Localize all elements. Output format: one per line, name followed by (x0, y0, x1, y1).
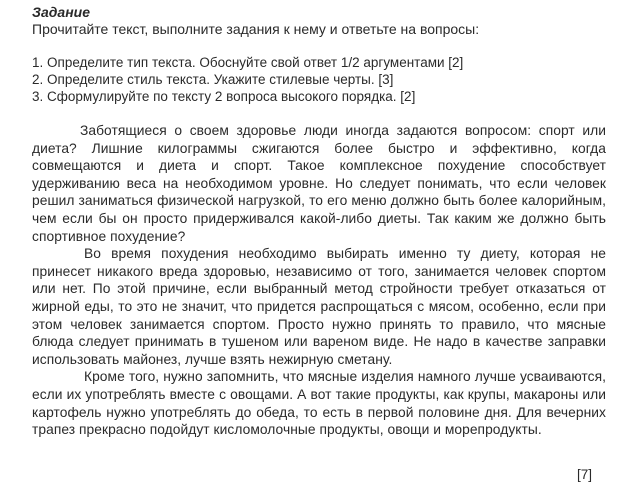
task-item-3: 3. Сформулируйте по тексту 2 вопроса высокого порядка. [2] (32, 89, 416, 104)
reading-passage (32, 122, 606, 439)
task-item-1: 1. Определите тип текста. Обоснуйте свой ответ 1/2 аргументами [2] (32, 55, 464, 70)
total-score: [7] (576, 467, 592, 482)
assignment-heading: Задание (32, 4, 91, 20)
task-item-2: 2. Определите стиль текста. Укажите стилевые черты. [3] (32, 72, 394, 87)
passage-paragraph-1: Заботящиеся о своем здоровье люди иногда задаются вопросом: спорт или диета? Лишние килограммы сжигаются более быстро и эффективно, когда совмещаются и диета и спорт. Такое комплексное похудение способствует удерживанию веса на необходимом уровне. Но следует понимать, что если человек решил заниматься физической нагрузкой, то его меню должно быть более калорийным, чем если бы он просто придерживался какой-либо диеты. Так каким же должно быть спортивное похудение? (32, 123, 606, 244)
passage-paragraph-2: Во время похудения необходимо выбирать именно ту диету, которая не принесет никакого вреда здоровью, независимо от того, занимается человек спортом или нет. По этой причине, если выбранный метод стройности требует отказаться от жирной еды, то это не значит, что придется распрощаться с мясом, особенно, если при этом человек занимается спортом. Просто нужно принять то правило, что мясные блюда следует принимать в тушеном или вареном виде. Не надо в качестве заправки использовать майонез, лучше взять нежирную сметану. (32, 246, 606, 367)
passage-paragraph-3: Кроме того, нужно запомнить, что мясные изделия намного лучше усваиваются, если их употреблять вместе с овощами. А вот такие продукты, как крупы, макароны или картофель нужно употреблять до обеда, то есть в первой половине дня. Для вечерних трапез прекрасно подойдут кисломолочные продукты, овощи и морепродукты. (32, 369, 606, 438)
task-list (32, 54, 606, 105)
assignment-instructions: Прочитайте текст, выполните задания к нему и ответьте на вопросы: (32, 21, 480, 37)
